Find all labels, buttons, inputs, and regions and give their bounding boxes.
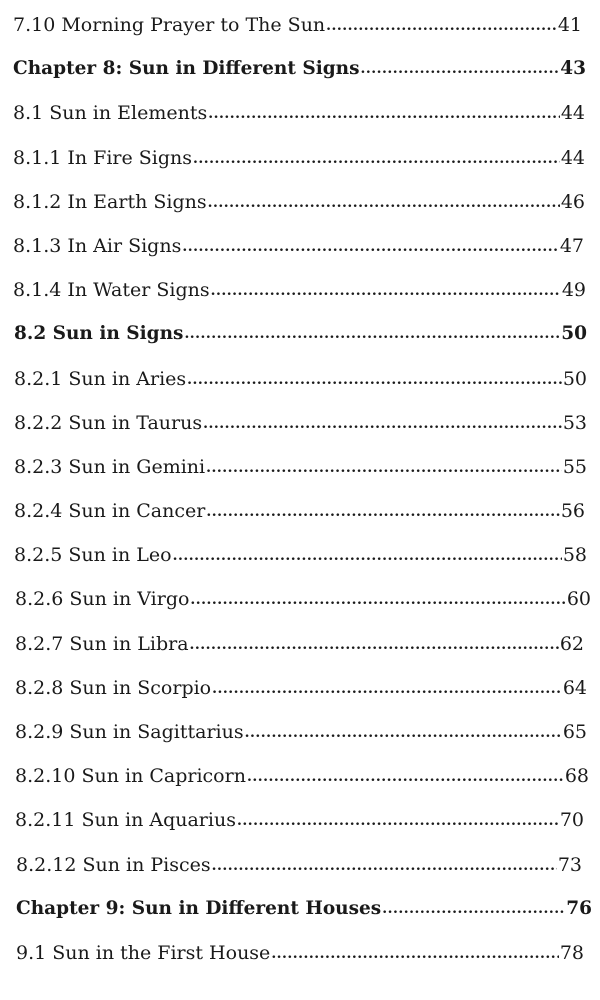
toc-leader-dots (247, 764, 564, 788)
toc-entry-page: 50 (562, 367, 587, 390)
toc-entry-title: 8.2.4 Sun in Cancer (14, 500, 206, 523)
toc-entry[interactable] (0, 14, 600, 58)
toc-entry-page: 47 (559, 234, 584, 257)
toc-entry[interactable] (0, 633, 600, 677)
toc-entry-page: 50 (561, 323, 587, 345)
toc-entry-page: 64 (562, 676, 587, 699)
toc-leader-dots (211, 278, 561, 302)
toc-entry[interactable] (0, 500, 600, 544)
toc-entry[interactable] (0, 588, 600, 632)
toc-entry[interactable] (0, 368, 600, 412)
toc-entry-title: Chapter 9: Sun in Different Houses (16, 897, 382, 919)
toc-entry[interactable] (0, 544, 600, 588)
toc-leader-dots (190, 632, 559, 656)
toc-entry-title: 8.2.9 Sun in Sagittarius (15, 721, 244, 743)
toc-entry-page: 53 (562, 411, 587, 434)
toc-chapter-entry[interactable] (0, 58, 600, 102)
toc-leader-dots (173, 543, 562, 567)
toc-entry-title: 8.2.12 Sun in Pisces (16, 853, 211, 876)
toc-entry-page: 76 (566, 897, 592, 919)
toc-entry-title: 8.2.5 Sun in Leo (14, 544, 172, 567)
toc-entry-title: 7.10 Morning Prayer to The Sun (13, 14, 326, 36)
toc-entry-title: 8.2.1 Sun in Aries (14, 367, 187, 390)
toc-entry-page: 73 (557, 853, 582, 876)
toc-entry-page: 49 (561, 279, 586, 302)
toc-entry-page: 78 (559, 941, 584, 964)
toc-entry-title: Chapter 8: Sun in Different Signs (13, 58, 360, 80)
toc-leader-dots (187, 367, 562, 391)
toc-entry-title: 8.1.1 In Fire Signs (13, 146, 193, 169)
toc-leader-dots (271, 941, 559, 965)
toc-entry[interactable] (0, 279, 600, 323)
toc-leader-dots (206, 499, 559, 523)
toc-entry[interactable] (0, 942, 600, 986)
toc-entry[interactable] (0, 102, 600, 146)
toc-entry-page: 56 (560, 500, 585, 523)
toc-leader-dots (326, 13, 557, 37)
toc-entry[interactable] (0, 147, 600, 191)
toc-entry-title: 8.1.2 In Earth Signs (13, 190, 207, 213)
toc-leader-dots (206, 455, 562, 479)
table-of-contents (0, 14, 600, 986)
toc-entry-page: 44 (560, 146, 585, 169)
toc-entry[interactable] (0, 854, 600, 898)
toc-leader-dots (237, 808, 559, 832)
toc-leader-dots (208, 190, 560, 214)
toc-entry[interactable] (0, 677, 600, 721)
toc-entry[interactable] (0, 721, 600, 765)
toc-leader-dots (193, 146, 560, 170)
toc-entry[interactable] (0, 456, 600, 500)
toc-leader-dots (203, 411, 562, 435)
toc-leader-dots (208, 101, 560, 125)
toc-entry-page: 68 (564, 765, 589, 788)
toc-section-entry[interactable] (0, 323, 600, 367)
toc-entry-title: 8.2.3 Sun in Gemini (14, 455, 206, 478)
toc-entry-page: 41 (557, 14, 582, 36)
toc-entry-page: 65 (562, 721, 587, 743)
toc-entry-title: 8.2.8 Sun in Scorpio (15, 676, 212, 699)
toc-entry-page: 62 (559, 632, 584, 655)
toc-entry-title: 8.2.11 Sun in Aquarius (15, 809, 236, 832)
toc-entry-title: 8.1 Sun in Elements (13, 102, 208, 125)
toc-leader-dots (182, 234, 558, 258)
toc-entry[interactable] (0, 235, 600, 279)
toc-entry-title: 8.2.7 Sun in Libra (15, 632, 189, 655)
toc-chapter-entry[interactable] (0, 898, 600, 942)
toc-entry-page: 60 (566, 588, 591, 611)
toc-entry-title: 8.2.10 Sun in Capricorn (15, 765, 246, 788)
toc-entry-page: 43 (560, 58, 586, 80)
toc-leader-dots (184, 322, 560, 345)
toc-entry[interactable] (0, 412, 600, 456)
toc-entry-page: 55 (562, 455, 587, 478)
toc-leader-dots (212, 853, 557, 877)
toc-entry[interactable] (0, 765, 600, 809)
toc-leader-dots (361, 57, 560, 80)
toc-entry-title: 8.2.2 Sun in Taurus (14, 411, 203, 434)
toc-leader-dots (212, 676, 562, 700)
toc-entry-title: 9.1 Sun in the First House (16, 941, 271, 964)
toc-entry-page: 44 (560, 102, 585, 125)
toc-leader-dots (190, 587, 565, 611)
toc-leader-dots (245, 720, 562, 744)
toc-entry[interactable] (0, 809, 600, 853)
toc-entry-title: 8.2 Sun in Signs (14, 323, 184, 345)
toc-entry-page: 46 (560, 190, 585, 213)
toc-entry-page: 58 (562, 544, 587, 567)
toc-entry-page: 70 (559, 809, 584, 832)
toc-entry-title: 8.1.4 In Water Signs (13, 279, 210, 302)
toc-entry-title: 8.1.3 In Air Signs (13, 234, 182, 257)
toc-entry[interactable] (0, 191, 600, 235)
toc-leader-dots (382, 897, 565, 920)
toc-entry-title: 8.2.6 Sun in Virgo (15, 588, 190, 611)
